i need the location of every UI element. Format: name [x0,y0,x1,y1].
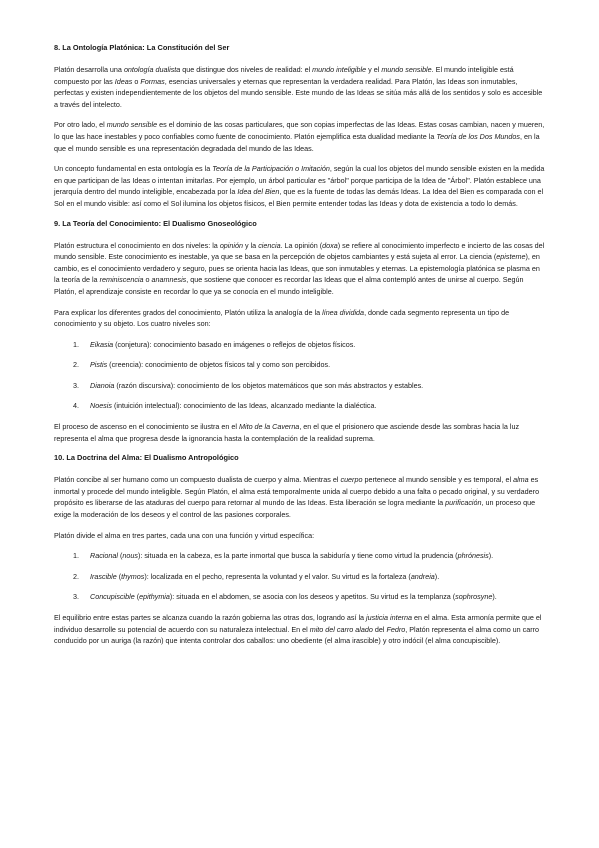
text-run: , que sostiene que conocer es recordar las Ideas que el alma contempló antes de unirse al cuerpo. Según Platón, el aprendizaje consiste en recordar lo que ya se conocía en el mundo inteligible. [54,275,524,296]
text-run: , en la que el mundo sensible es una representación degradada del mundo de las Ideas. [54,131,540,153]
text-run: Por otro lado, el [54,120,107,130]
italic-term: Ideas [114,76,133,86]
text-run: Platón divide el alma en tres partes, cada una con una función y virtud específica: [54,530,315,540]
document-content [54,43,546,656]
text-run: (intuición intelectual): conocimiento de las Ideas, alcanzado mediante la dialéctica. [111,401,377,411]
italic-term: ciencia [258,240,281,250]
text-run: Platón desarrolla una [54,65,124,74]
italic-term: Teoría de la Participación o Imitación [212,164,330,174]
italic-term: nous [122,551,138,561]
italic-term: andreia [410,571,435,581]
italic-term: epithymia [139,592,170,602]
text-run: ), en cambio, es el conocimiento verdadero y seguro, pues se orienta hacia las Ideas, que son inmutables y eternas. La epistemología platónica se plasma en la teoría de la [54,252,540,285]
italic-term: mito del carro alado [309,624,373,634]
list-item [54,339,546,351]
paragraph [54,64,546,110]
section-heading-8: 8. La Ontología Platónica: La Constitución del Ser [54,43,230,52]
italic-term: phrónesis [457,551,489,561]
italic-term: reminiscencia [99,275,144,285]
text-run: ). [434,571,440,581]
italic-term: episteme [496,252,526,262]
italic-term: sophrosyne [455,592,493,602]
text-run: ): situada en el abdomen, se asocia con los deseos y apetitos. Su virtud es la templanza ( [169,592,456,602]
italic-term: justicia interna [366,613,412,622]
list-item-number: 3. [73,592,79,602]
list-item-number: 3. [73,380,79,390]
text-run: El proceso de ascenso en el conocimiento se ilustra en el [54,422,239,432]
section-heading-10: 10. La Doctrina del Alma: El Dualismo Antropológico [54,453,239,463]
paragraph [54,474,546,520]
italic-term: thymos [121,571,145,581]
text-run: del [372,624,387,634]
list-item [54,550,546,562]
list-item [54,400,546,412]
text-run: , donde cada segmento representa un tipo de conocimiento y su objeto. Los cuatro niveles son: [54,307,510,329]
italic-term: anamnesis [151,275,187,285]
text-run: y la [243,240,259,250]
text-run: Platón estructura el conocimiento en dos niveles: la [54,240,220,250]
italic-term: purificación [445,498,482,508]
text-run: ( [134,592,140,602]
italic-term: Racional [90,551,118,561]
text-run: ). [488,551,494,561]
text-run: y el [366,65,382,74]
list-item-number: 4. [73,401,79,411]
list-item-number: 1. [73,551,79,561]
list-item [54,359,546,371]
text-run: o [132,76,141,86]
text-run: , un proceso que exige la moderación de los deseos y el control de las pasiones corporales. [54,498,536,520]
paragraph [54,163,546,209]
text-run: ): situada en la cabeza, es la parte inmortal que busca la sabiduría y tiene como virtud la prudencia ( [137,551,458,561]
italic-term: mundo sensible [106,120,158,130]
list-item-number: 2. [73,360,79,370]
italic-term: Fedro [386,624,406,634]
text-run: , Platón representa el alma como un carro conducido por un auriga (la razón) que intenta controlar dos caballos: uno obediente (el alma irascible) y otro indócil (el alma concupiscible). [54,624,540,646]
italic-term: Eikasia [90,339,114,349]
italic-term: Teoría de los Dos Mundos [436,131,521,141]
text-run: ). [492,592,497,602]
italic-term: Irascible [90,571,117,581]
list-item [54,571,546,583]
italic-term: doxa [322,240,338,250]
text-run: . La opinión ( [280,240,323,250]
knowledge-levels-list [54,339,546,412]
italic-term: ontología dualista [123,65,181,74]
text-run: (razón discursiva): conocimiento de los objetos matemáticos que son más abstractos y estables. [114,380,424,390]
paragraph [54,119,546,154]
text-run: ( [116,571,122,581]
text-run: (creencia): conocimiento de objetos físicos tal y como son percibidos. [107,360,331,370]
text-run: ( [117,551,123,561]
text-run: Para explicar los diferentes grados del conocimiento, Platón utiliza la analogía de la [54,307,323,317]
italic-term: Concupiscible [90,592,135,602]
text-run: o [143,275,152,285]
italic-term: cuerpo [340,475,363,485]
text-run: , esencias universales y eternas que representan la verdadera realidad. Para Platón, las Ideas son inmutables, perfectas y existen independientemente de los objetos del mundo sensible. Este mundo de las Ideas se sitúa más allá de los sentidos y solo es accesible a través del intelecto. [54,76,543,109]
text-run: es el dominio de las cosas particulares, que son copias imperfectas de las Ideas. Estas cosas cambian, nacen y mueren, lo que las hace inestables y poco confiables como fuente de conocimiento. Platón ejemplifica esta dualidad mediante la [54,120,545,141]
paragraph [54,530,546,542]
text-run: (conjetura): conocimiento basado en imágenes o reflejos de objetos físicos. [113,339,356,349]
text-run: ) se refiere al conocimiento imperfecto e incierto de las cosas del mundo sensible. Este conocimiento es inestable, ya que se basa en la percepción de objetos cambiantes y está sujeta al error. La ciencia ( [54,240,545,262]
list-item-number: 2. [73,571,79,581]
text-run: pertenece al mundo sensible y es temporal, el [362,475,514,485]
paragraph [54,307,546,330]
list-item-number: 1. [73,339,79,349]
text-run: ): localizada en el pecho, representa la voluntad y el valor. Su virtud es la fortaleza ( [144,571,411,581]
italic-term: línea dividida [322,307,365,317]
text-run: que distingue dos niveles de realidad: el [180,65,313,74]
italic-term: Noesis [90,401,112,411]
text-run: en el alma. Esta armonía permite que el individuo desarrolle su potencial de acuerdo con su naturaleza intelectual. En el [54,613,542,634]
soul-parts-list [54,550,546,603]
italic-term: Pistis [90,360,108,370]
text-run: es inmortal y procede del mundo inteligible. Según Platón, el alma está temporalmente unida al cuerpo debido a una falta o pecado original, y su verdadero propósito es liberarse de las ataduras del cuerpo para retornar al mundo de las Ideas. Esta liberación se logra mediante la [54,475,540,508]
paragraph [54,421,546,444]
section-heading-9: 9. La Teoría del Conocimiento: El Dualismo Gnoseológico [54,218,257,228]
text-run: , que es la fuente de todas las demás Ideas. La Idea del Bien es comparada con el Sol en el mundo visible: así como el Sol ilumina los objetos físicos, el Bien permite entender todas las Ideas y dota de existencia a todo lo demás. [54,187,544,208]
paragraph [54,612,546,647]
italic-term: mundo sensible [381,65,432,74]
text-run: Platón concibe al ser humano como un compuesto dualista de cuerpo y alma. Mientras el [54,475,341,485]
text-run: , según la cual los objetos del mundo sensible existen en la medida en que participan de las Ideas o intentan imitarlas. Por ejemplo, un árbol particular es "árbol" porque participa de la Idea de "Árbol". Platón establece una jerarquía dentro del mundo inteligible, encabezada por la [54,164,545,197]
paragraph [54,240,546,298]
text-run: . El mundo inteligible está compuesto por las [54,65,514,86]
list-item [54,380,546,392]
italic-term: Dianoia [90,380,115,390]
italic-term: Mito de la Caverna [238,422,300,432]
italic-term: Formas [140,76,165,86]
text-run: , en el que el prisionero que asciende desde las sombras hacia la luz representa el alma que progresa desde la ignorancia hasta la contemplación de la realidad suprema. [54,422,520,443]
italic-term: opinión [219,240,243,250]
text-run: El equilibrio entre estas partes se alcanza cuando la razón gobierna las otras dos, logrando así la [54,613,367,622]
italic-term: Idea del Bien [237,187,280,197]
italic-term: mundo inteligible [312,65,367,74]
text-run: Un concepto fundamental en esta ontología es la [54,164,213,174]
list-item [54,591,546,603]
italic-term: alma [513,475,529,485]
